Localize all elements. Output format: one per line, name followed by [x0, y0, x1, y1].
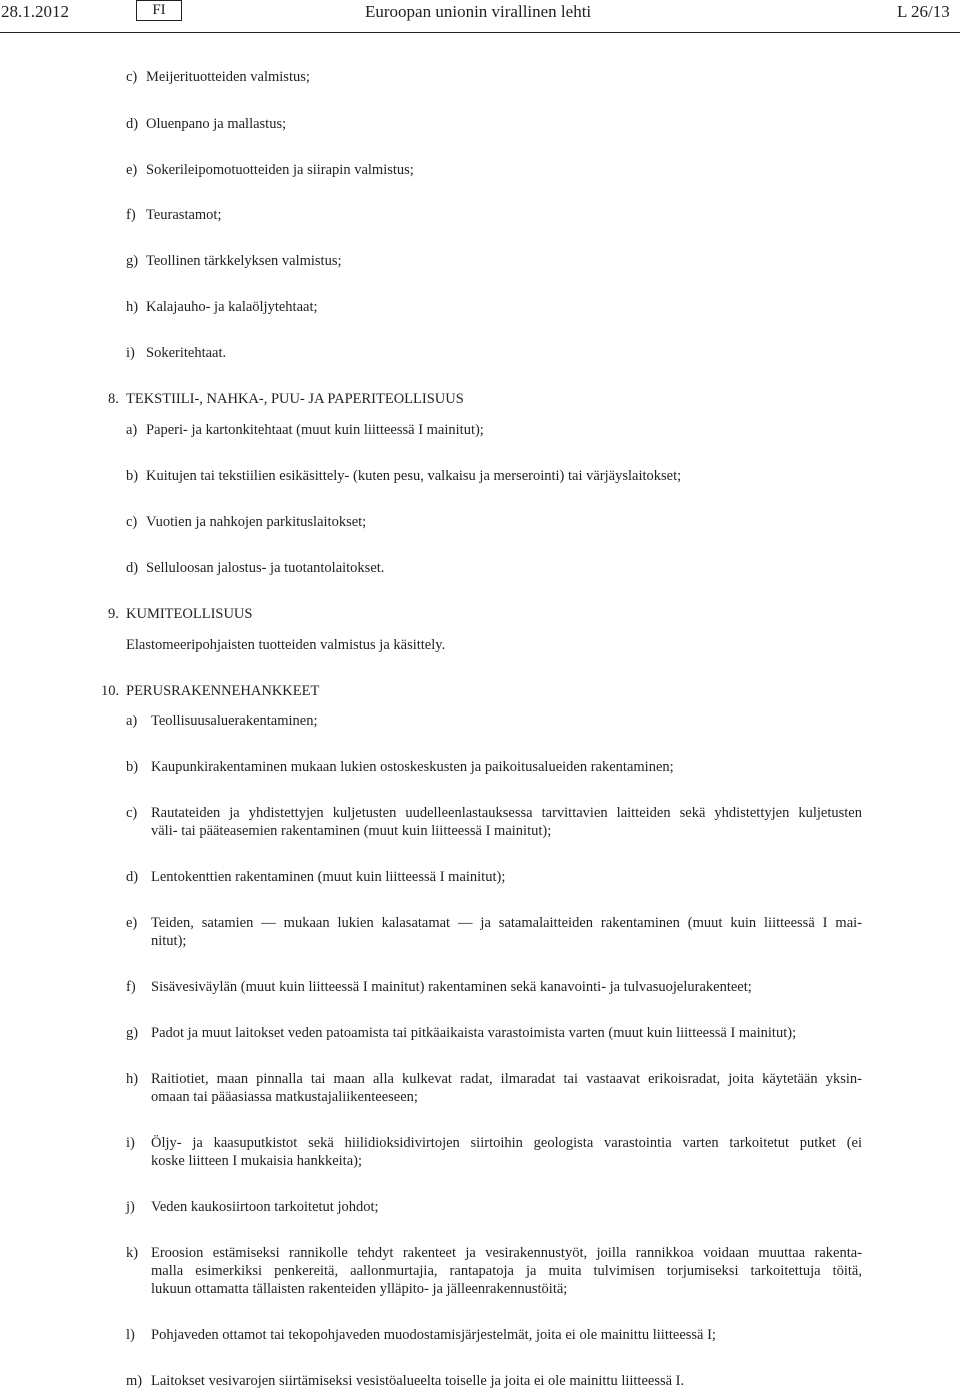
item-text: Oluenpano ja mallastus;: [146, 116, 287, 132]
item-text: Sokerileipomotuotteiden ja siirapin valmistus;: [146, 162, 414, 178]
section-number: 9.: [108, 606, 119, 622]
section-10-heading: [101, 682, 320, 700]
section-title: TEKSTIILI-, NAHKA-, PUU- JA PAPERITEOLLISUUS: [126, 391, 464, 407]
header-rule: [0, 32, 960, 33]
section-8-heading: [108, 390, 464, 408]
item-label: e): [126, 915, 138, 931]
language-code-box: FI: [136, 0, 182, 21]
item-label: h): [126, 299, 139, 315]
item-text: Padot ja muut laitokset veden patoamista tai pitkäaikaista varastoimista varten (muut kuin liitteessä I mainitut);: [151, 1025, 797, 1041]
section-9-text: Elastomeeripohjaisten tuotteiden valmistus ja käsittely.: [126, 637, 446, 653]
item-text: Teollisuusaluerakentaminen;: [151, 713, 318, 729]
item-label: h): [126, 1071, 139, 1087]
item-label: a): [126, 713, 138, 729]
page-number: L 26/13: [897, 2, 950, 21]
item-text: Pohjaveden ottamot tai tekopohjaveden muodostamisjärjestelmät, joita ei ole mainittu liitteessä I;: [151, 1327, 716, 1343]
item-text: Teollinen tärkkelyksen valmistus;: [146, 253, 342, 269]
item-text: Meijerituotteiden valmistus;: [146, 69, 310, 85]
item-text-line: koske liitteen I mukaisia hankkeita);: [151, 1153, 362, 1169]
item-text-line: malla esimerkiksi penkereitä, aallonmurtajia, rantapatoja ja muita tulvimisen torjumiseksi tarkoitettuja töitä,: [151, 1263, 862, 1279]
section-9-heading: [108, 605, 253, 623]
item-text: Kaupunkirakentaminen mukaan lukien ostoskeskusten ja paikoitusalueiden rakentaminen;: [151, 759, 674, 775]
item-text-line: lukuun ottamatta tällaisten rakenteiden ylläpito- ja jälleenrakennustöitä;: [151, 1281, 568, 1297]
item-text: Sokeritehtaat.: [146, 345, 227, 361]
item-text: Paperi- ja kartonkitehtaat (muut kuin liitteessä I mainitut);: [146, 422, 484, 438]
item-label: i): [126, 1135, 135, 1151]
item-label: g): [126, 1025, 139, 1041]
item-label: b): [126, 468, 139, 484]
item-label: k): [126, 1245, 139, 1261]
item-text: Teurastamot;: [146, 207, 222, 223]
item-label: d): [126, 560, 139, 576]
item-label: c): [126, 69, 138, 85]
item-label: l): [126, 1327, 135, 1343]
item-text-line: Öljy- ja kaasuputkistot sekä hiilidioksidivirtojen siirtoihin geologista varastointia varten tarkoitetut putket (ei: [151, 1135, 862, 1151]
item-text-line: väli- tai pääteasemien rakentaminen (muut kuin liitteessä I mainitut);: [151, 823, 552, 839]
item-label: d): [126, 116, 139, 132]
item-text: Kuitujen tai tekstiilien esikäsittely- (kuten pesu, valkaisu ja merserointi) tai värjäyslaitokset;: [146, 468, 682, 484]
item-label: m): [126, 1373, 143, 1389]
item-label: a): [126, 422, 138, 438]
item-text: Lentokenttien rakentaminen (muut kuin liitteessä I mainitut);: [151, 869, 506, 885]
section-number: 8.: [108, 391, 119, 407]
item-label: d): [126, 869, 139, 885]
item-text-line: Rautateiden ja yhdistettyjen kuljetusten uudelleenlastauksessa tarvittavien laitteiden sekä yhdistettyjen kuljetusten: [151, 805, 862, 821]
item-label: j): [126, 1199, 135, 1215]
item-text-line: Raitiotiet, maan pinnalla tai maan alla kulkevat radat, ilmaradat tai vastaavat erikoisradat, joita käytetään yksin-: [151, 1071, 862, 1087]
publication-date: 28.1.2012: [1, 2, 69, 21]
item-text: Veden kaukosiirtoon tarkoitetut johdot;: [151, 1199, 379, 1215]
item-text: Selluloosan jalostus- ja tuotantolaitokset.: [146, 560, 385, 576]
item-text: Sisävesiväylän (muut kuin liitteessä I mainitut) rakentaminen sekä kanavointi- ja tulvasuojelurakenteet;: [151, 979, 752, 995]
item-label: c): [126, 805, 138, 821]
item-text-line: Teiden, satamien — mukaan lukien kalasatamat — ja satamalaitteiden rakentaminen (muut kuin liitteessä I mai-: [151, 915, 862, 931]
item-label: f): [126, 207, 136, 223]
section-title: KUMITEOLLISUUS: [126, 606, 253, 622]
item-label: b): [126, 759, 139, 775]
item-text: Vuotien ja nahkojen parkituslaitokset;: [146, 514, 367, 530]
item-text: Kalajauho- ja kalaöljytehtaat;: [146, 299, 318, 315]
item-text: Laitokset vesivarojen siirtämiseksi vesistöalueelta toiselle ja joita ei ole mainittu liitteessä I.: [151, 1373, 685, 1389]
journal-title: Euroopan unionin virallinen lehti: [365, 2, 592, 21]
item-label: i): [126, 345, 135, 361]
item-text-line: Eroosion estämiseksi rannikolle tehdyt rakenteet ja vesirakennustyöt, joilla rannikkoa voidaan muuttaa rakenta-: [151, 1245, 862, 1261]
item-label: f): [126, 979, 136, 995]
item-label: g): [126, 253, 139, 269]
item-label: e): [126, 162, 138, 178]
section-number: 10.: [101, 683, 120, 699]
section-title: PERUSRAKENNEHANKKEET: [126, 683, 320, 699]
item-text-line: omaan tai pääasiassa matkustajaliikenteeseen;: [151, 1089, 418, 1105]
item-text-line: nitut);: [151, 933, 187, 949]
item-label: c): [126, 514, 138, 530]
